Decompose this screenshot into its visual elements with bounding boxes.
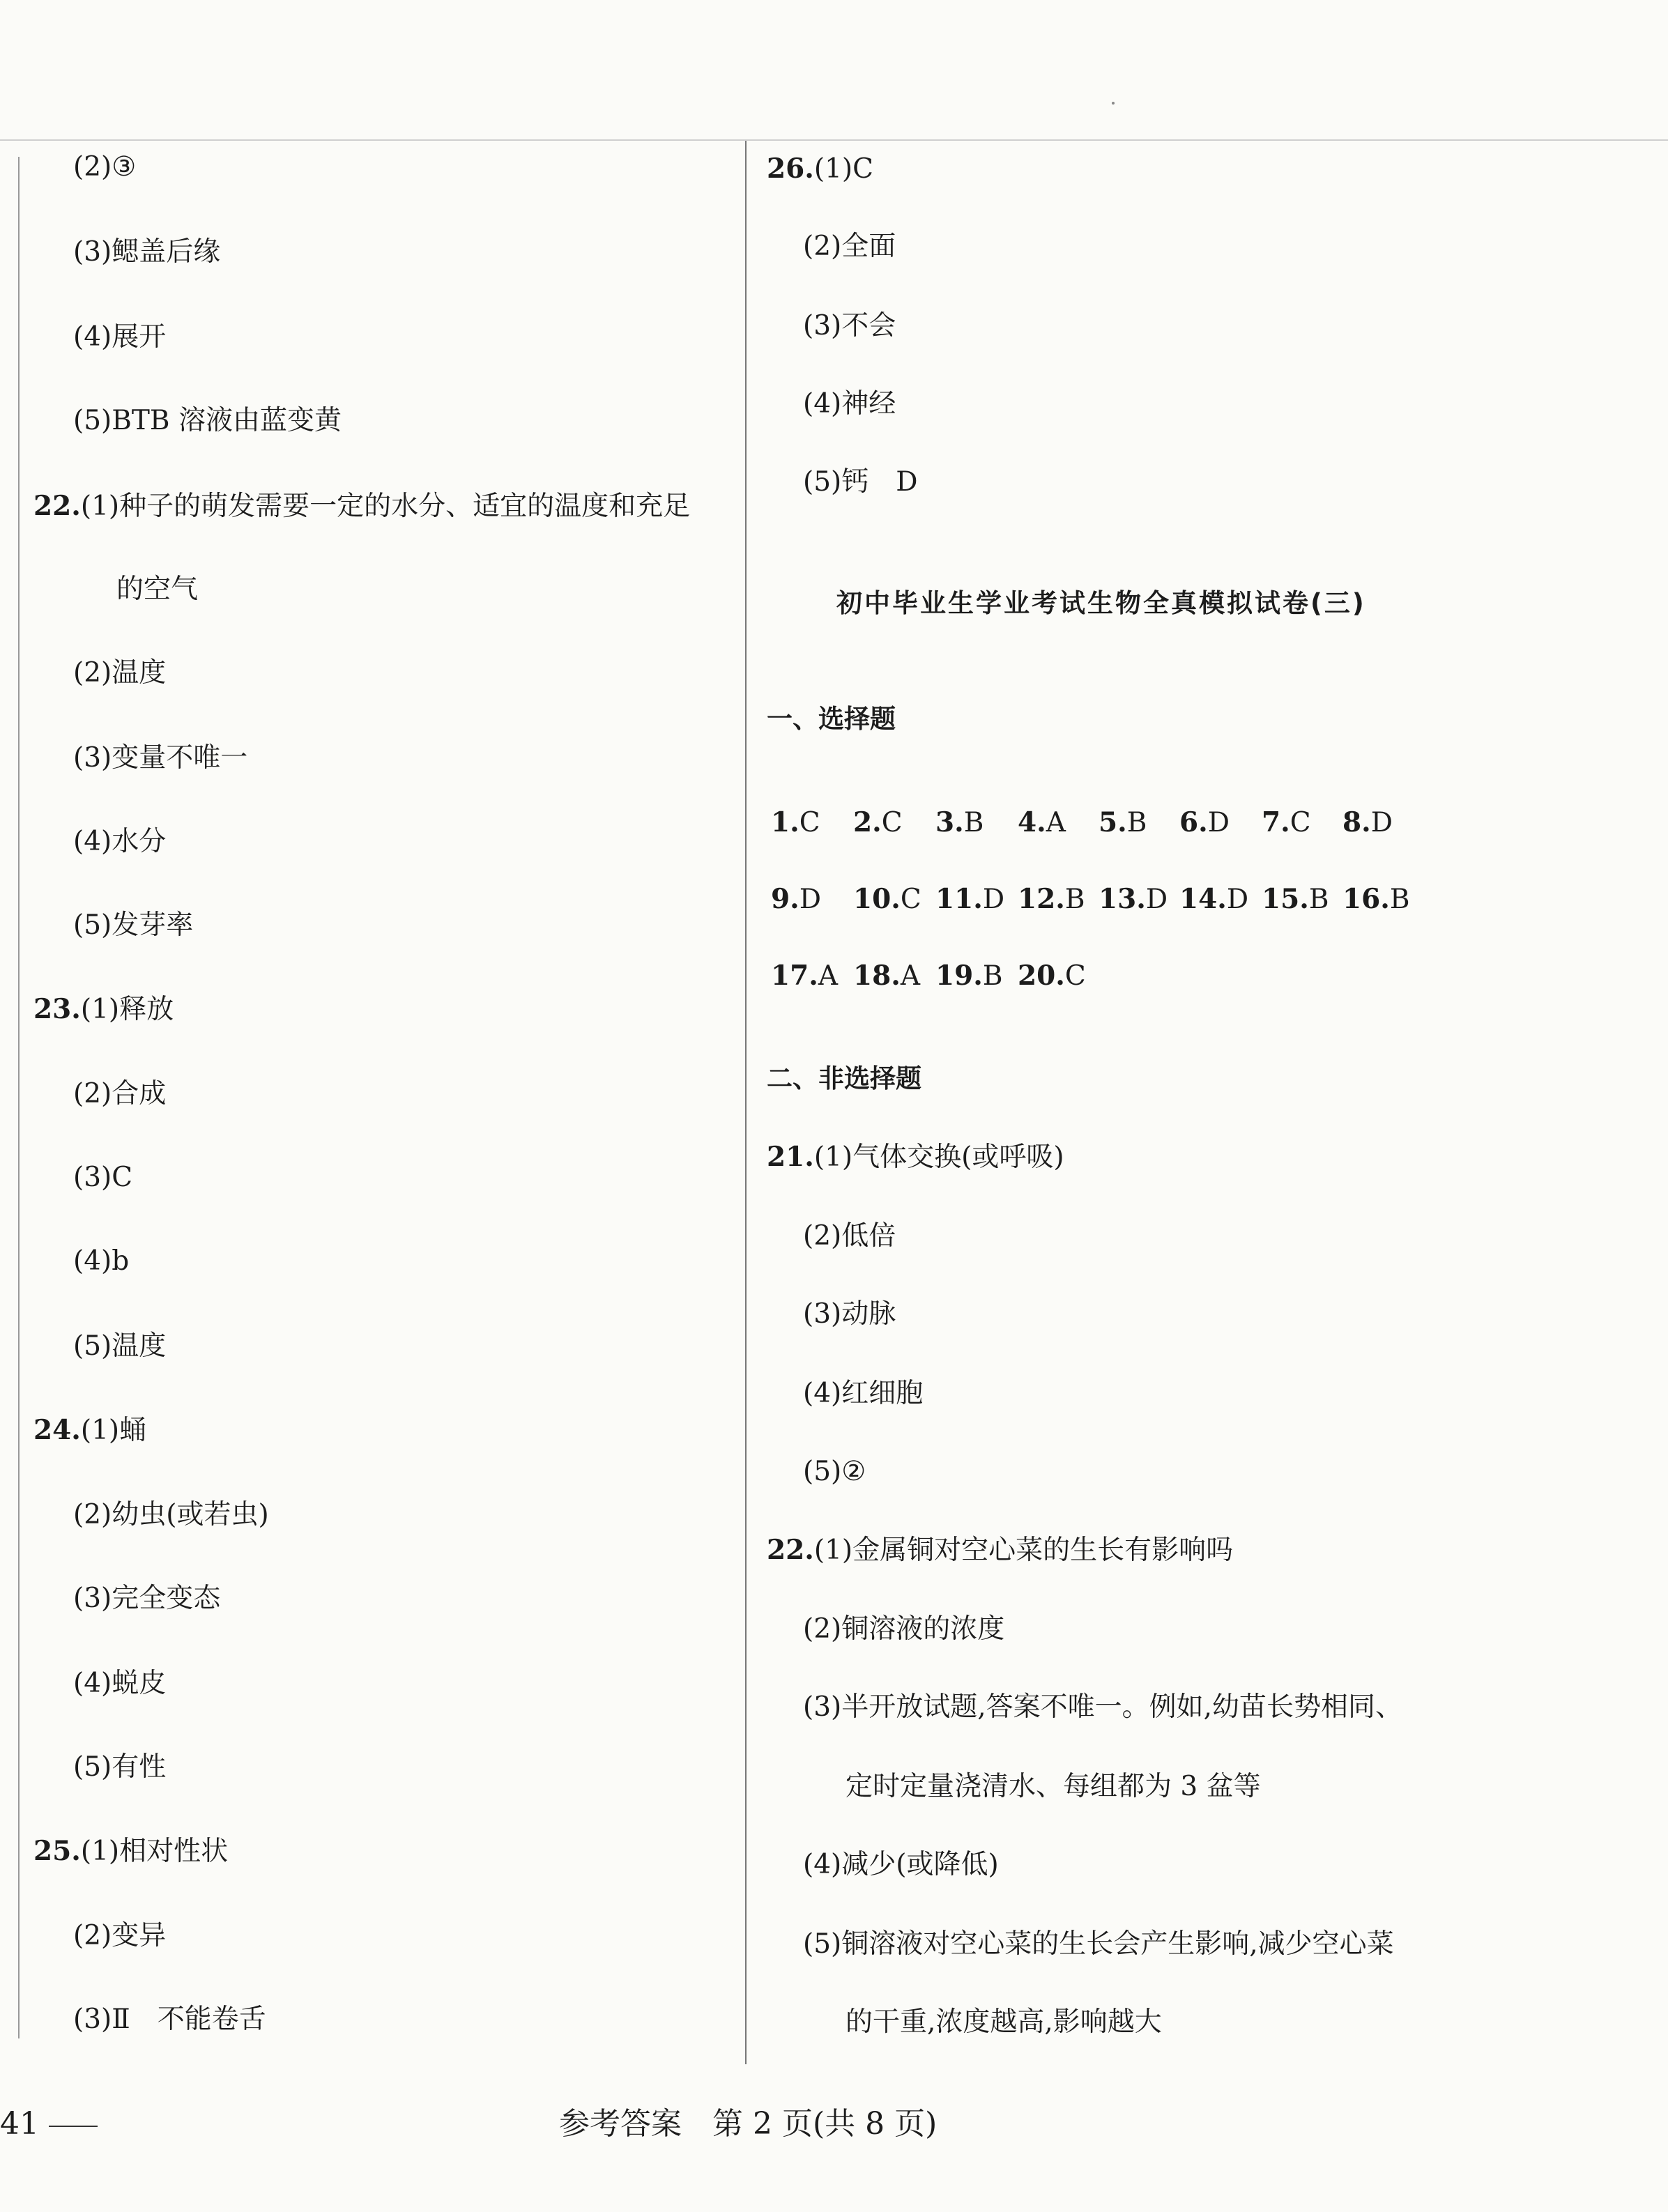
answer-line: 的干重,浓度越高,影响越大: [846, 2006, 1162, 2038]
mcq-item: 9.D: [771, 883, 821, 915]
question-line: 22.(1)种子的萌发需要一定的水分、适宜的温度和充足: [33, 490, 691, 522]
mcq-item: 15.B: [1262, 883, 1329, 915]
answer-line: (2)全面: [803, 231, 896, 262]
answer-line: (3)完全变态: [73, 1583, 221, 1614]
answer-line: (4)水分: [73, 826, 167, 857]
answer-line: (2)铜溶液的浓度: [803, 1613, 1005, 1645]
question-line: 23.(1)释放: [33, 993, 174, 1025]
answer-line: (4)减少(或降低): [803, 1849, 999, 1880]
answer-line: 定时定量浇清水、每组都为 3 盆等: [846, 1771, 1261, 1802]
question-number: 25.: [33, 1835, 81, 1867]
exam-title: 初中毕业生学业考试生物全真模拟试卷(三): [836, 588, 1366, 618]
section-title: 一、选择题: [767, 704, 896, 734]
mcq-item: 18.A: [853, 960, 921, 992]
question-number: 22.: [33, 490, 81, 522]
mcq-item: 19.B: [935, 960, 1003, 992]
answer-line: (2)低倍: [803, 1220, 896, 1252]
question-line: 22.(1)金属铜对空心菜的生长有影响吗: [767, 1534, 1234, 1566]
answer-line: (5)②: [803, 1456, 866, 1487]
answer-line: 的空气: [116, 574, 199, 605]
mcq-item: 10.C: [853, 883, 921, 915]
answer-line: (3)不会: [803, 310, 896, 341]
answer-line: (5)温度: [73, 1330, 167, 1362]
mcq-item: 3.B: [935, 806, 984, 838]
question-line: 24.(1)蛹: [33, 1414, 147, 1446]
section-title: 二、非选择题: [767, 1063, 921, 1093]
question-line: 21.(1)气体交换(或呼吸): [767, 1141, 1064, 1173]
question-number: 24.: [33, 1414, 81, 1446]
answer-line: (3)变量不唯一: [73, 742, 248, 774]
footer-rule: [49, 2126, 98, 2127]
question-number: 21.: [767, 1141, 814, 1173]
answer-line: (3)动脉: [803, 1298, 896, 1330]
answer-line: (5)BTB 溶液由蓝变黄: [73, 405, 342, 436]
footer-label: 参考答案 第 2 页(共 8 页): [559, 2106, 938, 2142]
mcq-item: 4.A: [1018, 806, 1066, 838]
mcq-item: 2.C: [853, 806, 903, 838]
answer-line: (3)半开放试题,答案不唯一。例如,幼苗长势相同、: [803, 1691, 1403, 1723]
mcq-item: 17.A: [771, 960, 839, 992]
mcq-item: 11.D: [935, 883, 1005, 915]
mcq-item: 12.B: [1018, 883, 1085, 915]
answer-line: (2)变异: [73, 1920, 167, 1951]
mcq-item: 16.B: [1342, 883, 1410, 915]
mcq-item: 7.C: [1262, 806, 1311, 838]
mcq-item: 14.D: [1179, 883, 1249, 915]
answer-line: (2)合成: [73, 1078, 167, 1109]
answer-line: (2)温度: [73, 657, 167, 689]
question-number: 23.: [33, 993, 81, 1025]
answer-line: (5)有性: [73, 1751, 167, 1783]
answer-line: (5)钙 D: [803, 466, 918, 498]
mcq-item: 8.D: [1342, 806, 1393, 838]
question-line: 25.(1)相对性状: [33, 1835, 229, 1867]
mcq-item: 20.C: [1018, 960, 1086, 992]
answer-line: (3)鳃盖后缘: [73, 236, 221, 268]
question-line: 26.(1)C: [767, 153, 873, 185]
answer-line: (3)Ⅱ 不能卷舌: [73, 2004, 266, 2035]
scan-speck: [1112, 102, 1115, 105]
header-rule: [0, 139, 1668, 141]
answer-line: (4)展开: [73, 321, 167, 353]
answer-line: (2)幼虫(或若虫): [73, 1499, 269, 1530]
mcq-item: 1.C: [771, 806, 820, 838]
question-number: 22.: [767, 1534, 814, 1566]
left-margin-rule: [18, 157, 20, 2038]
answer-line: (4)b: [73, 1245, 130, 1277]
mcq-item: 13.D: [1099, 883, 1168, 915]
answer-line: (4)红细胞: [803, 1378, 924, 1409]
answer-line: (3)C: [73, 1162, 133, 1193]
answer-line: (5)铜溶液对空心菜的生长会产生影响,减少空心菜: [803, 1928, 1394, 1960]
mcq-item: 5.B: [1099, 806, 1147, 838]
question-number: 26.: [767, 153, 814, 185]
answer-line: (2)③: [73, 151, 137, 183]
page-number: 41: [0, 2106, 39, 2142]
answer-line: (4)蜕皮: [73, 1668, 167, 1699]
answer-line: (4)神经: [803, 388, 896, 420]
column-divider: [745, 141, 747, 2064]
mcq-item: 6.D: [1179, 806, 1230, 838]
answer-line: (5)发芽率: [73, 909, 194, 941]
